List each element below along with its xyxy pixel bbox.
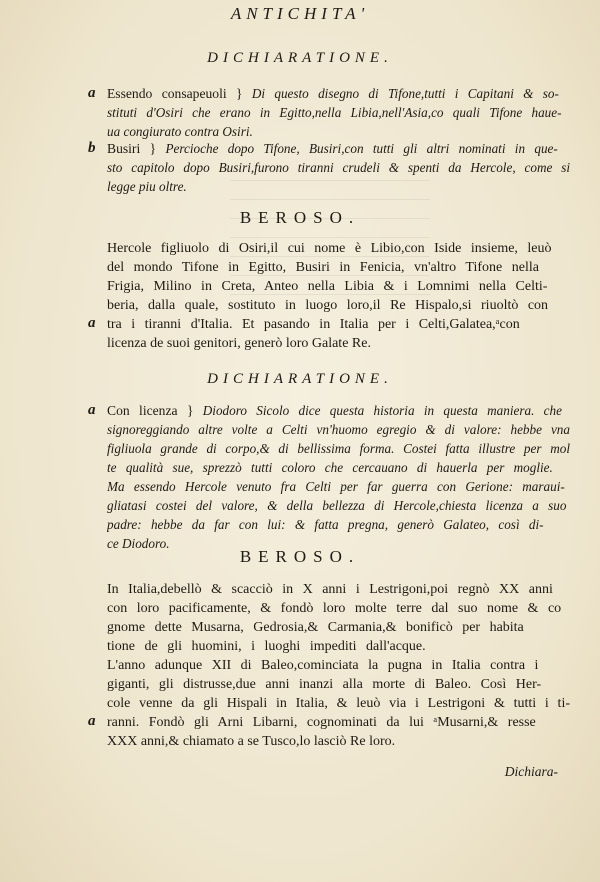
text-line: tra i tiranni d'Italia. Et pasando in Italia per i Celti,Galatea,ᵃcon: [107, 317, 520, 332]
margin-mark-a: a: [88, 402, 96, 418]
margin-mark-a: a: [88, 713, 96, 729]
heading-dichiaratione-1: DICHIARATIONE.: [207, 50, 393, 66]
heading-beroso-1: BEROSO.: [239, 208, 361, 227]
note-lemma: Con licenza }: [107, 403, 194, 418]
note-con-licenza: [107, 401, 570, 553]
text-line: Hercole figliuolo di Osiri,il cui nome è Libio,con Iside insieme, leuò: [107, 241, 552, 256]
text-line: con loro pacificamente, & fondò loro molte terre dal suo nome & co: [107, 601, 562, 616]
margin-mark-a: a: [88, 85, 96, 101]
text-line: beria, dalla quale, sostituto in luogo loro,il Re Hispalo,si riuoltò con: [107, 298, 549, 313]
note-lemma: Busiri }: [107, 141, 157, 156]
heading-beroso-2: BEROSO.: [239, 547, 361, 566]
beroso-text-1: [107, 239, 570, 353]
note-text: Percioche dopo Tifone, Busiri,con tutti gli altri nominati in que-: [156, 141, 558, 156]
note-line: padre: hebbe da far con lui: & fatta pregna, generò Galateo, così di-: [107, 517, 544, 532]
note-busiri: [107, 139, 570, 196]
note-line: stituti d'Osiri che erano in Egitto,nella Libia,nell'Asia,co quali Tifone haue-: [107, 105, 562, 120]
note-line: ce Diodoro.: [107, 536, 170, 551]
beroso-text-2: [107, 580, 570, 751]
text-line: gnome dette Musarna, Gedrosia,& Carmania,& bonificò per habita: [107, 620, 524, 635]
note-essendo-consapeuoli: [107, 84, 570, 141]
note-line: sto capitolo dopo Busiri,furono tiranni crudeli & spenti da Hercole, come si: [107, 160, 570, 175]
text-line: cole venne da gli Hispali in Italia, & leuò via i Lestrigoni & tutti i ti-: [107, 696, 570, 711]
text-line: In Italia,debellò & scacciò in X anni i Lestrigoni,poi regnò XX anni: [107, 582, 553, 597]
note-line: [107, 139, 570, 158]
note-line: ua congiurato contra Osiri.: [107, 124, 253, 139]
catchword: Dichiara-: [504, 764, 558, 779]
text-line: licenza de suoi genitori, generò loro Galate Re.: [107, 336, 371, 351]
text-line: XXX anni,& chiamato a se Tusco,lo lasciò Re loro.: [107, 734, 396, 749]
text-line: giganti, gli distrusse,due anni inanzi alla morte di Baleo. Così Her-: [107, 677, 542, 692]
text-line: del mondo Tifone in Egitto, Busiri in Fenicia, vn'altro Tifone nella: [107, 260, 539, 275]
note-text: Diodoro Sicolo dice questa historia in questa maniera. che: [193, 403, 562, 418]
running-head: ANTICHITA': [230, 4, 370, 23]
text-line: tione de gli huomini, i luoghi impediti dall'acque.: [107, 639, 426, 654]
note-line: Ma essendo Hercole venuto fra Celti per far guerra con Gerione: maraui-: [107, 479, 565, 494]
text-line: ranni. Fondò gli Arni Libarni, cognominati da lui ᵃMusarni,& resse: [107, 715, 536, 730]
note-line: signoreggiando altre volte a Celti vn'huomo egregio & di valore: hebbe vna: [107, 422, 570, 437]
note-line: te qualità sue, sprezzò tutti coloro che cercauano di hauerla per moglie.: [107, 460, 553, 475]
note-line: figliuola grande di corpo,& di bellissima forma. Costei fatta illustre per mol: [107, 441, 570, 456]
note-line: gliatasi costei del valore, & della bellezza di Hercole,chiesta licenza a suo: [107, 498, 567, 513]
note-line: legge piu oltre.: [107, 179, 187, 194]
note-text: Di questo disegno di Tifone,tutti i Capitani & so-: [242, 86, 559, 101]
text-line: Frigia, Milino in Creta, Anteo nella Libia & i Lomnimi nella Celti-: [107, 279, 548, 294]
margin-mark-b: b: [88, 140, 96, 156]
text-line: L'anno adunque XII di Baleo,cominciata la pugna in Italia contra i: [107, 658, 539, 673]
note-line: [107, 84, 570, 103]
margin-mark-a: a: [88, 315, 96, 331]
heading-dichiaratione-2: DICHIARATIONE.: [207, 371, 393, 387]
note-lemma: Essendo consapeuoli }: [107, 86, 243, 101]
note-line: [107, 401, 570, 420]
